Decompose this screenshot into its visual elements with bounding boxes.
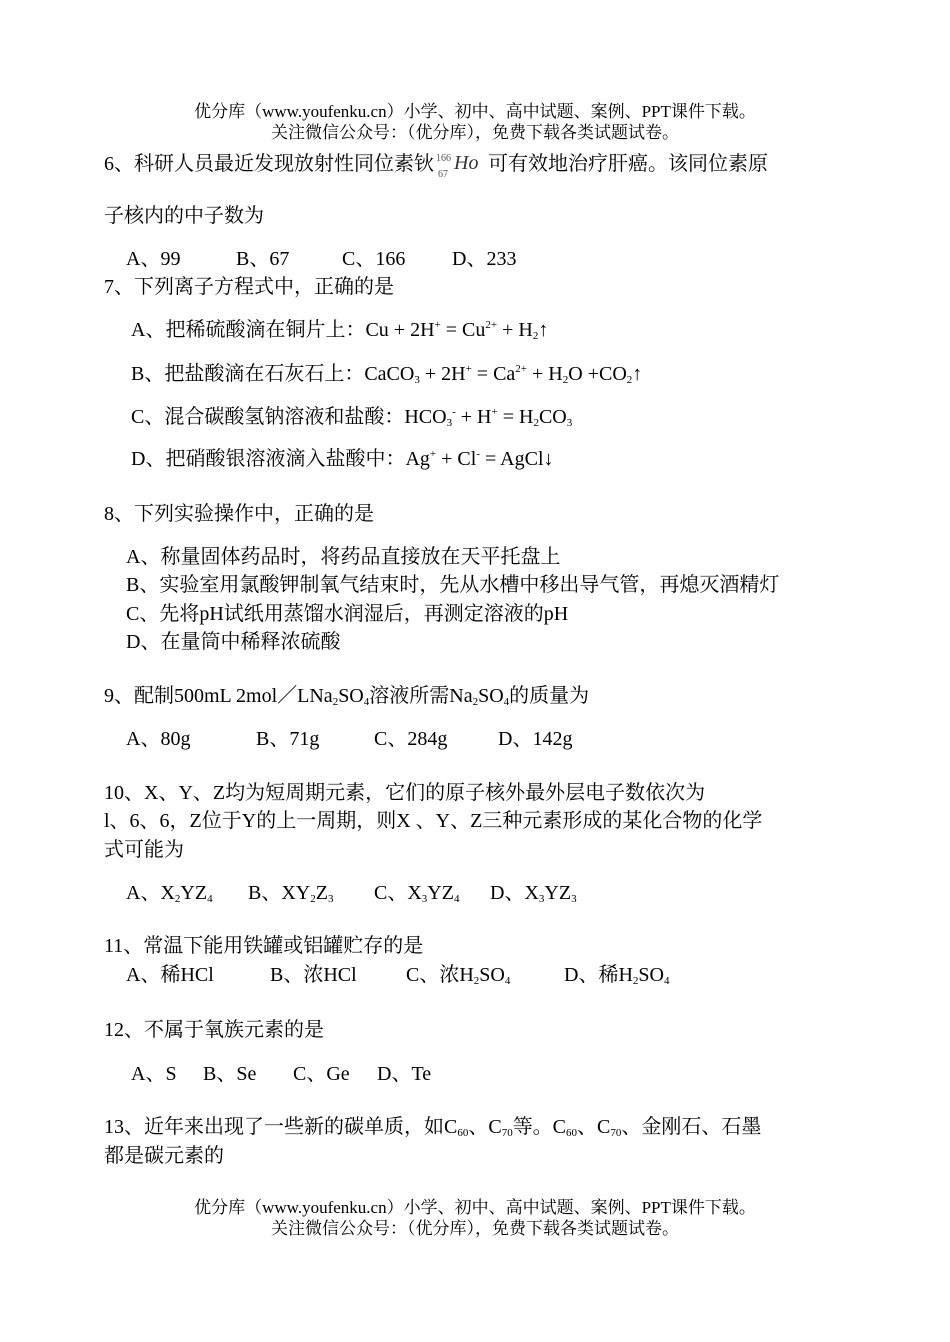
q6-option-d: D、233	[452, 248, 517, 270]
q10-b-sub: 2	[310, 893, 316, 905]
q9-option-a: A、80g	[126, 728, 191, 750]
q8-option-a: A、称量固体药品时，将药品直接放在天平托盘上	[126, 546, 561, 568]
q7-option-a	[131, 317, 548, 343]
header-line-2: 关注微信公众号：（优分库），免费下载各类试题试卷。	[271, 123, 679, 142]
q7-a-sup: +	[434, 319, 441, 331]
q7-d-sup: +	[429, 448, 437, 460]
q13-stem-line2: 都是碳元素的	[104, 1145, 224, 1167]
q11-option-c	[406, 962, 564, 988]
q13-stem-part: 等。C	[512, 1116, 567, 1138]
q6-options	[126, 246, 516, 272]
q7-a-sub: 2	[532, 330, 539, 342]
q12-stem: 12、不属于氧族元素的是	[104, 1019, 324, 1041]
q7-b-sub: 3	[414, 374, 420, 386]
q7-d-eq-part: Ag	[405, 448, 430, 470]
footer-line-2: 关注微信公众号：（优分库），免费下载各类试题试卷。	[271, 1219, 679, 1238]
q10-a-sub: 2	[174, 893, 181, 905]
q6-stem-line1	[104, 148, 768, 178]
q6-text-before: 6、科研人员最近发现放射性同位素钬	[104, 153, 434, 175]
q13-stem-part: 、金刚石、石墨	[621, 1116, 762, 1138]
q8-stem: 8、下列实验操作中，正确的是	[104, 503, 374, 525]
q13-stem-part: 、C	[468, 1116, 502, 1138]
q7-b-eq-part: = Ca	[471, 363, 516, 385]
q11-option-d	[564, 962, 669, 988]
q12-option-b: B、Se	[203, 1063, 257, 1085]
q11-option-a: A、稀HCl	[126, 964, 214, 986]
q8-option-d: D、在量筒中稀释浓硫酸	[126, 631, 341, 653]
q11-d-part: SO	[638, 964, 664, 986]
q13-stem-part: 13、近年来出现了一些新的碳单质，如C	[104, 1116, 458, 1138]
q11-option-b: B、浓HCl	[270, 964, 357, 986]
q6-text-after: 可有效地治疗肝癌。该同位素原	[488, 153, 768, 175]
q10-b-part: Z	[315, 882, 328, 904]
q11-d-sub: 2	[632, 975, 639, 987]
q10-option-c	[374, 880, 490, 906]
q11-d-part: D、稀H	[564, 964, 633, 986]
q10-d-part: YZ	[544, 882, 572, 904]
q7-d-label: D、把硝酸银溶液滴入盐酸中：	[131, 448, 406, 470]
q9-sub: 4	[363, 696, 370, 708]
q11-c-part: C、浓H	[406, 964, 474, 986]
q10-option-a	[126, 880, 248, 906]
q13-sub: 70	[501, 1127, 513, 1139]
q9-option-b: B、71g	[256, 728, 320, 750]
q6-stem-line2: 子核内的中子数为	[104, 205, 264, 227]
q13-sub: 70	[610, 1127, 622, 1139]
q13-sub: 60	[457, 1127, 469, 1139]
q12-option-a: A、S	[131, 1063, 177, 1085]
q10-d-sub: 3	[571, 893, 577, 905]
q7-c-sup: +	[491, 406, 498, 418]
q8-option-b: B、实验室用氯酸钾制氧气结束时，先从水槽中移出导气管，再熄灭酒精灯	[126, 574, 780, 596]
q12-options	[131, 1061, 431, 1087]
q7-option-b	[131, 361, 642, 387]
q7-b-eq-part: + H	[527, 363, 563, 385]
q7-a-eq-part: Cu + 2H	[365, 319, 435, 341]
q8-option-c: C、先将pH试纸用蒸馏水润湿后，再测定溶液的pH	[126, 603, 569, 625]
q6-option-b: B、67	[236, 248, 290, 270]
q7-b-sup: 2+	[515, 363, 528, 375]
q10-b-sub: 3	[327, 893, 334, 905]
q7-c-eq-part: = H	[497, 406, 534, 428]
q7-b-sub: 2	[562, 374, 569, 386]
q13-stem-line1	[104, 1114, 761, 1140]
q10-stem-line1: 10、X、Y、Z均为短周期元素，它们的原子核外最外层电子数依次为	[104, 782, 706, 804]
header-line-1: 优分库（www.youfenku.cn）小学、初中、高中试题、案例、PPT课件下载。	[194, 102, 756, 121]
q7-b-eq-part: + 2H	[419, 363, 466, 385]
q10-a-part: YZ	[180, 882, 208, 904]
q11-options	[126, 962, 669, 988]
q7-option-c	[131, 404, 572, 430]
gas-up-arrow-icon: ↑	[538, 319, 549, 341]
q11-c-part: SO	[479, 964, 505, 986]
q7-c-sub: 3	[446, 417, 453, 429]
q10-a-sub: 4	[207, 893, 213, 905]
q10-c-sub: 4	[453, 893, 460, 905]
q12-option-d: D、Te	[377, 1063, 432, 1085]
q7-c-eq-part: + H	[455, 406, 492, 428]
precipitate-down-arrow-icon: ↓	[543, 448, 554, 470]
q11-c-sub: 2	[473, 975, 480, 987]
q9-option-d: D、142g	[498, 728, 573, 750]
q7-c-sub: 3	[566, 417, 573, 429]
q7-c-eq-part: CO	[538, 406, 567, 428]
q10-option-d	[490, 880, 577, 906]
nuclide-atomic-number: 67	[438, 169, 448, 180]
q11-stem: 11、常温下能用铁罐或铝罐贮存的是	[104, 935, 424, 957]
footer-line-1: 优分库（www.youfenku.cn）小学、初中、高中试题、案例、PPT课件下载。	[194, 1198, 756, 1217]
q7-a-label: A、把稀硫酸滴在铜片上：	[131, 319, 366, 341]
q10-c-part: YZ	[427, 882, 454, 904]
q10-c-part: C、X	[374, 882, 422, 904]
q7-option-d	[131, 446, 554, 472]
q7-stem: 7、下列离子方程式中，正确的是	[104, 276, 394, 298]
q10-options	[126, 880, 577, 906]
q10-stem-line2: l、6、6，Z位于Y的上一周期，则X 、Y、Z三种元素形成的某化合物的化学	[104, 810, 763, 832]
q7-d-eq-part: = AgCl	[479, 448, 544, 470]
q10-stem-line3: 式可能为	[104, 839, 184, 861]
q6-option-a: A、99	[126, 248, 181, 270]
q9-stem-part: SO	[338, 685, 364, 707]
q7-b-sub: 2	[626, 374, 633, 386]
q9-options	[126, 726, 572, 752]
q9-stem-part: 溶液所需Na	[369, 685, 473, 707]
q7-c-label: C、混合碳酸氢钠溶液和盐酸：	[131, 406, 405, 428]
q10-a-part: A、X	[126, 882, 175, 904]
q10-b-part: B、XY	[248, 882, 311, 904]
q13-sub: 60	[566, 1127, 578, 1139]
q10-option-b	[248, 880, 374, 906]
q7-b-label: B、把盐酸滴在石灰石上：	[131, 363, 365, 385]
q9-sub: 2	[472, 696, 479, 708]
q9-stem-part: SO	[478, 685, 504, 707]
q7-d-sup: -	[476, 448, 480, 460]
gas-up-arrow-icon: ↑	[632, 363, 643, 385]
q13-stem-part: 、C	[577, 1116, 611, 1138]
holmium-nuclide-symbol	[434, 148, 488, 178]
q9-stem	[104, 683, 589, 709]
q7-a-eq-part: + H	[497, 319, 533, 341]
nuclide-element-symbol: Ho	[454, 152, 479, 174]
q9-stem-part: 的质量为	[509, 685, 590, 707]
nuclide-mass-number: 166	[436, 153, 451, 164]
q11-d-sub: 4	[663, 975, 670, 987]
q10-d-sub: 3	[538, 893, 545, 905]
q7-b-eq-part: CaCO	[364, 363, 415, 385]
q7-a-sup: 2+	[485, 319, 498, 331]
q11-c-sub: 4	[504, 975, 511, 987]
q7-c-sup: -	[452, 406, 456, 418]
q9-stem-part: 9、配制500mL 2mol／LNa	[104, 685, 333, 707]
q7-b-sup: +	[465, 363, 472, 375]
q7-b-eq-part: O +CO	[568, 363, 627, 385]
q7-a-eq-part: = Cu	[440, 319, 486, 341]
q9-option-c: C、284g	[374, 728, 448, 750]
q10-d-part: D、X	[490, 882, 539, 904]
q7-c-eq-part: HCO	[404, 406, 447, 428]
q10-c-sub: 3	[421, 893, 428, 905]
q9-sub: 2	[332, 696, 339, 708]
q9-sub: 4	[503, 696, 510, 708]
q7-c-sub: 2	[533, 417, 539, 429]
q7-d-eq-part: + Cl	[436, 448, 477, 470]
q12-option-c: C、Ge	[293, 1063, 350, 1085]
q6-option-c: C、166	[342, 248, 406, 270]
